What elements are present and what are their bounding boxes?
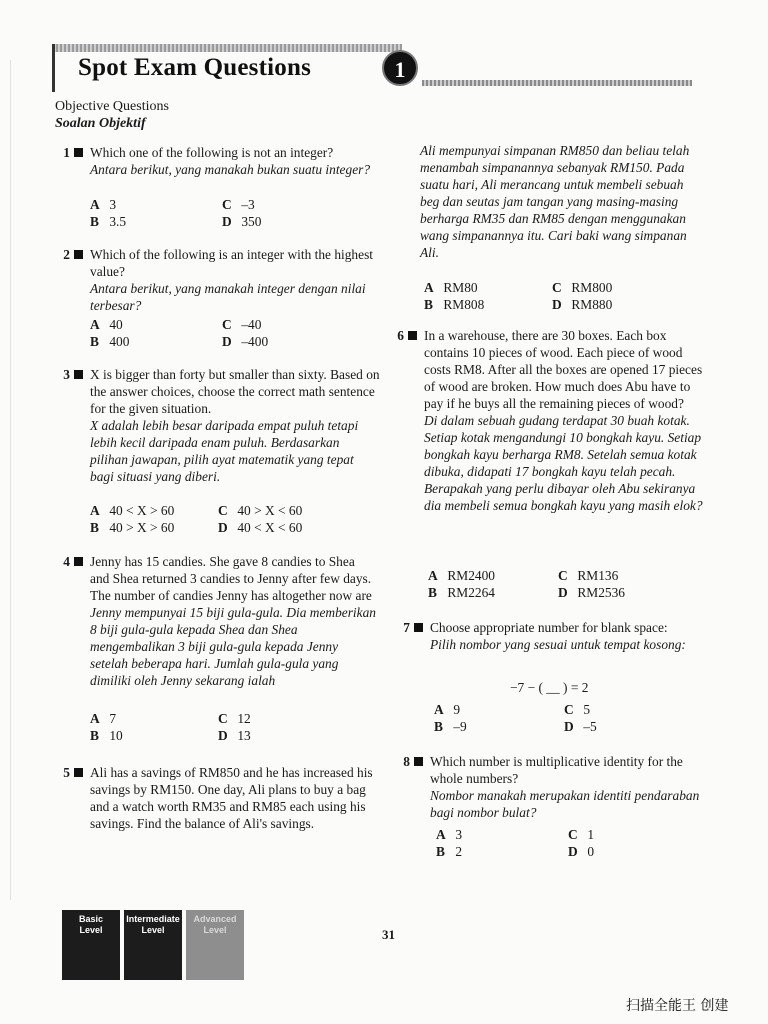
page-edge-shadow [10,60,11,900]
question-text-en: Jenny has 15 candies. She gave 8 candies to Shea and Shea returned 3 candies to Jenny after few days. The number of candies Jenny has altogether now are [90,554,372,603]
option-d[interactable]: D RM2536 [558,585,625,600]
option-b[interactable]: B 40 > X > 60 [90,520,175,535]
question-number: 5 [63,765,70,780]
option-b[interactable]: B 2 [436,844,463,859]
question-number: 1 [63,145,70,160]
question-marker-icon [74,148,83,157]
option-c[interactable]: C RM800 [552,280,613,295]
option-d[interactable]: D 0 [568,844,595,859]
option-d[interactable]: D 350 [222,214,262,229]
question-text-en: Ali has a savings of RM850 and he has increased his savings by RM150. One day, Ali plans to buy a bag and a watch worth RM35 and RM85 each using his savings. Find the balance of Ali's savings. [90,765,373,831]
header-vertical-rule [52,44,55,92]
option-c[interactable]: C 40 > X < 60 [218,503,303,518]
question-number: 6 [397,328,404,343]
option-b[interactable]: B –9 [434,719,467,734]
question-number: 8 [403,754,410,769]
question-text-ms: Antara berikut, yang manakah bukan suatu integer? [90,162,371,177]
header-bottom-stripe [422,80,692,86]
level-tab-advanced: Advanced Level [186,910,244,980]
option-d[interactable]: D –400 [222,334,269,349]
option-d[interactable]: D 13 [218,728,251,743]
option-b[interactable]: B RM808 [424,297,485,312]
option-a[interactable]: A 7 [90,711,117,726]
question-text-en: Which of the following is an integer with the highest value? [90,247,374,279]
option-c[interactable]: C RM136 [558,568,619,583]
chapter-badge: 1 [382,50,418,86]
option-b[interactable]: B 3.5 [90,214,127,229]
question-text-ms: X adalah lebih besar daripada empat puluh tetapi lebih kecil daripada enam puluh. Berdasarkan pilihan jawapan, pilih ayat matematik yang tepat bagi situasi yang diberi. [90,418,359,484]
question-marker-icon [74,768,83,777]
question-text-ms: Ali mempunyai simpanan RM850 dan beliau telah menambah simpanannya sebanyak RM150. Pada suatu hari, Ali merancang untuk membeli sebuah beg dan seutas jam tangan yang masing-masing berharga RM35 dan RM85 dengan menggunakan wang simpanannya itu. Cari baki wang simpanan Ali. [420,143,690,260]
option-a[interactable]: A RM2400 [428,568,495,583]
option-a[interactable]: A 40 [90,317,123,332]
section-title: Objective Questions [55,99,169,114]
question-marker-icon [74,370,83,379]
option-d[interactable]: D RM880 [552,297,613,312]
question-text-ms: Jenny mempunyai 15 biji gula-gula. Dia memberikan 8 biji gula-gula kepada Shea dan Shea mengembalikan 3 biji gula-gula kepada Jenny setelah beberapa hari. Jumlah gula-gula yang dimiliki oleh Jenny sekarang ialah [90,605,376,688]
option-a[interactable]: A 3 [436,827,463,842]
question-text-ms: Pilih nombor yang sesuai untuk tempat kosong: [430,637,686,652]
option-d[interactable]: D 40 < X < 60 [218,520,303,535]
question-number: 2 [63,247,70,262]
option-b[interactable]: B 10 [90,728,123,743]
question-text-en: Choose appropriate number for blank space: [430,620,668,635]
level-tab-intermediate: Intermediate Level [124,910,182,980]
option-a[interactable]: A 9 [434,702,461,717]
option-a[interactable]: A RM80 [424,280,478,295]
question-text-ms: Nombor manakah merupakan identiti pendaraban bagi nombor bulat? [430,788,700,820]
option-c[interactable]: C –3 [222,197,255,212]
question-text-en: Which one of the following is not an integer? [90,145,334,160]
question-marker-icon [74,557,83,566]
question-marker-icon [74,250,83,259]
option-c[interactable]: C 12 [218,711,251,726]
section-subtitle: Soalan Objektif [55,116,146,131]
question-text-ms: Di dalam sebuah gudang terdapat 30 buah kotak. Setiap kotak mengandungi 10 bongkah kayu. Setiap bongkah kayu berharga RM8. Setelah semua kotak dibuka, didapati 17 bongkah kayu telah pecah. Berapakah yang perlu dibayar oleh Abu sekiranya dia membeli semua bongkah kayu yang masih elok? [424,413,703,513]
question-number: 3 [63,367,70,382]
question-marker-icon [408,331,417,340]
page-number: 31 [382,927,395,942]
question-marker-icon [414,757,423,766]
question-text-en: Which number is multiplicative identity for the whole numbers? [430,754,683,786]
option-c[interactable]: C –40 [222,317,262,332]
question-text-ms: Antara berikut, yang manakah integer dengan nilai terbesar? [90,281,366,313]
level-tab-basic: Basic Level [62,910,120,980]
question-text-en: In a warehouse, there are 30 boxes. Each box contains 10 pieces of wood. Each piece of wood costs RM8. After all the boxes are opened 17 pieces of wood are broken. How much does Abu have to pay if he buys all the remaining pieces of wood? [424,328,703,411]
question-number: 7 [403,620,410,635]
question-5-continued [420,142,700,312]
scanner-watermark: 扫描全能王 创建 [626,998,729,1014]
question-marker-icon [414,623,423,632]
option-c[interactable]: C 1 [568,827,595,842]
option-a[interactable]: A 3 [90,197,117,212]
option-d[interactable]: D –5 [564,719,597,734]
equation: −7 − ( __ ) = 2 [510,680,589,695]
option-c[interactable]: C 5 [564,702,591,717]
header-top-stripe [52,44,402,52]
question-number: 4 [63,554,70,569]
option-b[interactable]: B RM2264 [428,585,495,600]
page-title: Spot Exam Questions [78,54,312,81]
option-b[interactable]: B 400 [90,334,130,349]
question-text-en: X is bigger than forty but smaller than sixty. Based on the answer choices, choose the correct math sentence for the given situation. [90,367,380,416]
option-a[interactable]: A 40 < X > 60 [90,503,175,518]
